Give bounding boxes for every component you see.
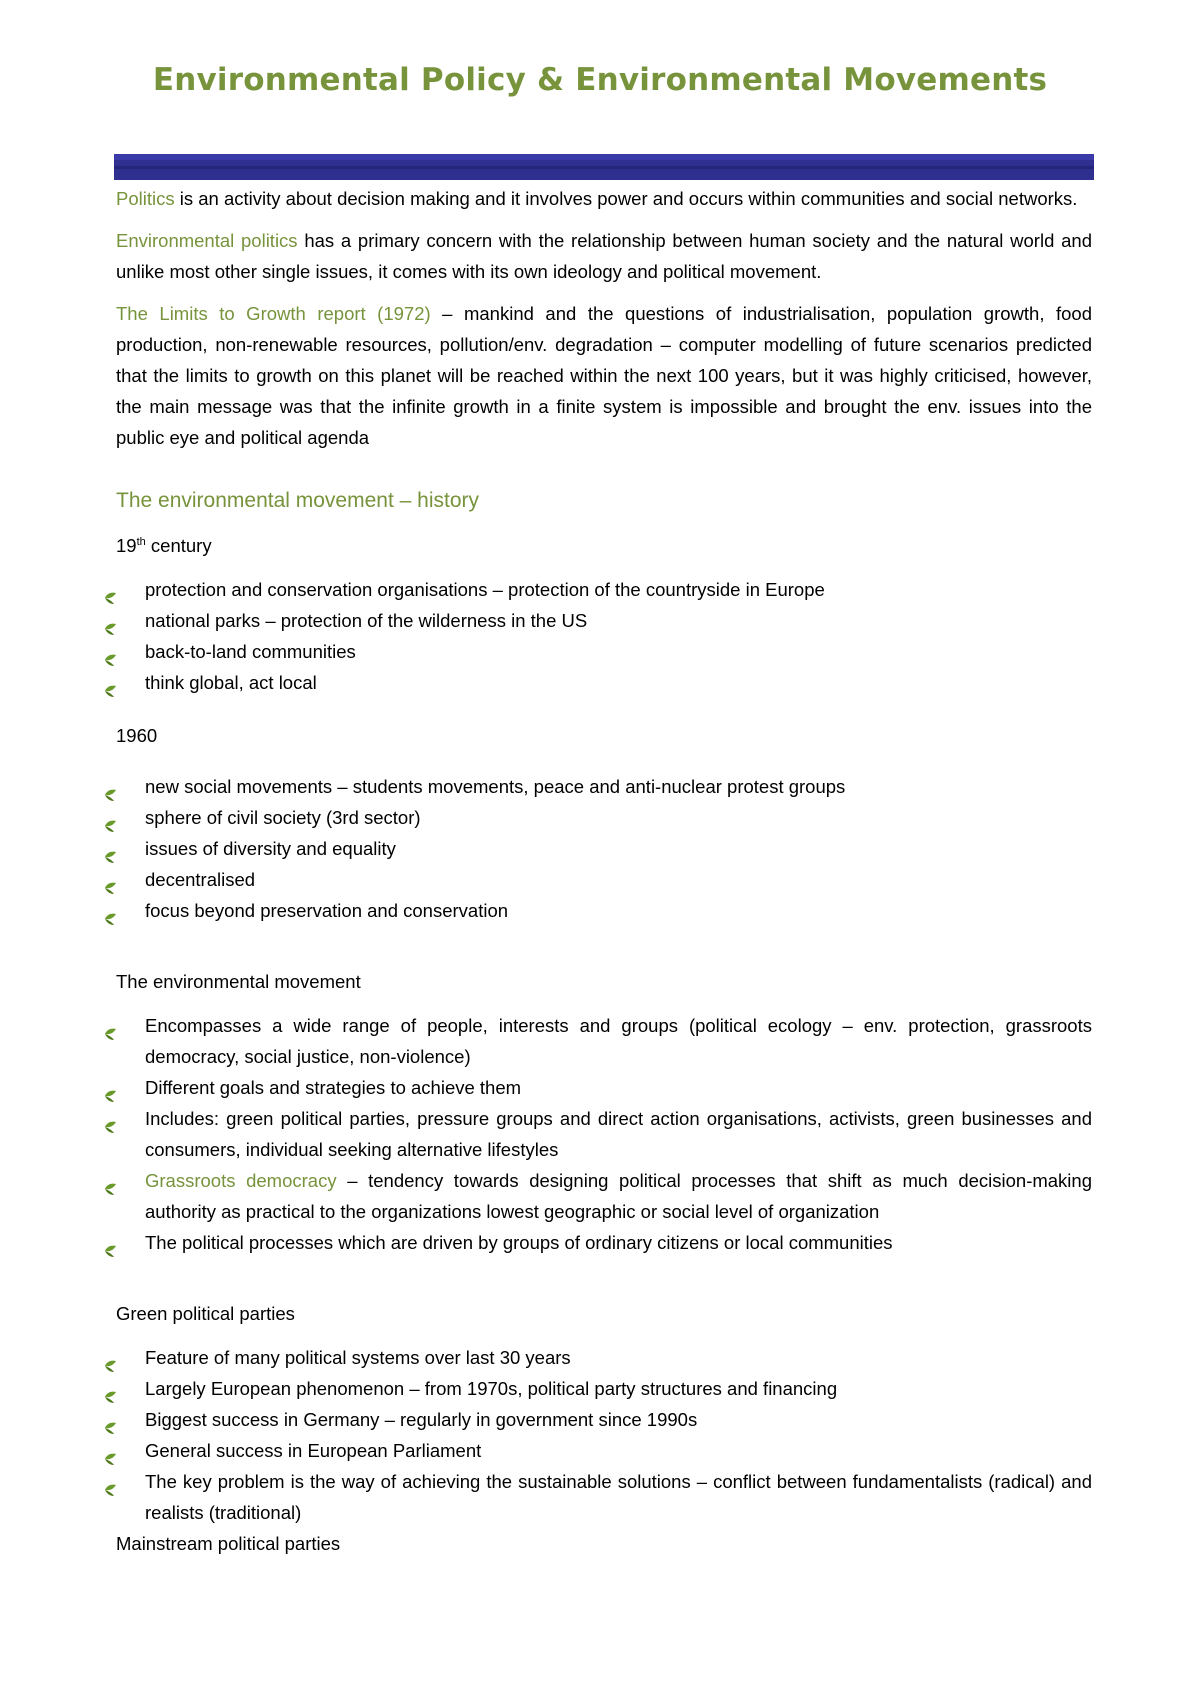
- list-item-text: Encompasses a wide range of people, interests and groups (political ecology – env. protection, grassroots democracy, social justice, non-violence): [145, 1015, 1092, 1067]
- intro-term: Environmental politics: [116, 230, 298, 251]
- intro-text: is an activity about decision making and it involves power and occurs within communities and social networks.: [174, 188, 1078, 209]
- leaf-bullet-icon: [104, 1444, 118, 1458]
- list-item-text: The key problem is the way of achieving the sustainable solutions – conflict between fundamentalists (radical) and realists (traditional): [145, 1471, 1092, 1523]
- leaf-bullet-icon: [104, 1351, 118, 1365]
- list-item-text: think global, act local: [145, 672, 317, 693]
- list-item: [116, 895, 1092, 926]
- leaf-bullet-icon: [104, 873, 118, 887]
- leaf-bullet-icon: [104, 1382, 118, 1396]
- list-item-text: protection and conservation organisations – protection of the countryside in Europe: [145, 579, 825, 600]
- list-item: [116, 1404, 1092, 1435]
- list-item: [116, 1342, 1092, 1373]
- list-item-text: focus beyond preservation and conservation: [145, 900, 509, 921]
- intro-paragraph: [116, 183, 1092, 214]
- list-item-text: Different goals and strategies to achieve them: [145, 1077, 522, 1098]
- leaf-bullet-icon: [104, 1236, 118, 1250]
- list-item: [116, 802, 1092, 833]
- section-heading: Green political parties: [116, 1303, 295, 1324]
- intro-paragraph: [116, 298, 1092, 453]
- list-item: [116, 1466, 1092, 1528]
- leaf-bullet-icon: [104, 904, 118, 918]
- leaf-bullet-icon: [104, 614, 118, 628]
- leaf-bullet-icon: [104, 1475, 118, 1489]
- list-item: [116, 1103, 1092, 1165]
- century-word: century: [145, 535, 212, 556]
- list-item-text: Feature of many political systems over last 30 years: [145, 1347, 571, 1368]
- leaf-bullet-icon: [104, 1413, 118, 1427]
- list-item: [116, 574, 1092, 605]
- leaf-bullet-icon: [104, 1019, 118, 1033]
- list-item-text: decentralised: [145, 869, 256, 890]
- intro-text: – mankind and the questions of industrialisation, population growth, food production, non-renewable resources, pollution/env. degradation – computer modelling of future scenarios predicted that the limits to growth on this planet will be reached within the next 100 years, but it was highly criticised, however, the main message was that the infinite growth in a finite system is impossible and brought the env. issues into the public eye and political agenda: [116, 303, 1092, 448]
- list-item: [116, 833, 1092, 864]
- list-item-term: Grassroots democracy: [145, 1170, 337, 1191]
- document-body: [116, 180, 1092, 1559]
- intro-term: The Limits to Growth report (1972): [116, 303, 431, 324]
- leaf-bullet-icon: [104, 1174, 118, 1188]
- century-number: 19: [116, 535, 137, 556]
- list-item-text: Includes: green political parties, pressure groups and direct action organisations, activists, green businesses and consumers, individual seeking alternative lifestyles: [145, 1108, 1092, 1160]
- list-item-text: Biggest success in Germany – regularly in government since 1990s: [145, 1409, 698, 1430]
- list-item: [116, 1010, 1092, 1072]
- period-heading: 1960: [116, 725, 158, 746]
- century-list: [116, 574, 1092, 698]
- list-item: [116, 1165, 1092, 1227]
- list-item-text: back-to-land communities: [145, 641, 356, 662]
- leaf-bullet-icon: [104, 676, 118, 690]
- intro-text: has a primary concern with the relationship between human society and the natural world and unlike most other single issues, it comes with its own ideology and political movement.: [116, 230, 1092, 282]
- list-item: [116, 667, 1092, 698]
- list-item: [116, 1373, 1092, 1404]
- list-item-text: Largely European phenomenon – from 1970s, political party structures and financing: [145, 1378, 838, 1399]
- movement-list: [116, 1010, 1092, 1258]
- list-item: [116, 1072, 1092, 1103]
- leaf-bullet-icon: [104, 1081, 118, 1095]
- list-item-text: General success in European Parliament: [145, 1440, 482, 1461]
- intro-paragraph: [116, 225, 1092, 287]
- leaf-bullet-icon: [104, 811, 118, 825]
- list-item-text: The political processes which are driven by groups of ordinary citizens or local communities: [145, 1232, 893, 1253]
- list-item-text: – tendency towards designing political processes that shift as much decision-making authority as practical to the organizations lowest geographic or social level of organization: [145, 1170, 1092, 1222]
- leaf-bullet-icon: [104, 583, 118, 597]
- leaf-bullet-icon: [104, 780, 118, 794]
- section-heading: The environmental movement – history: [116, 489, 479, 512]
- period-heading: [116, 530, 1092, 561]
- intro-term: Politics: [116, 188, 175, 209]
- list-item: [116, 864, 1092, 895]
- list-item-text: sphere of civil society (3rd sector): [145, 807, 421, 828]
- leaf-bullet-icon: [104, 1112, 118, 1126]
- title-divider-bar: [114, 154, 1094, 180]
- section-heading: The environmental movement: [116, 971, 361, 992]
- leaf-bullet-icon: [104, 842, 118, 856]
- document-title: Environmental Policy & Environmental Movements: [152, 62, 1048, 98]
- list-item-text: issues of diversity and equality: [145, 838, 396, 859]
- list-item: [116, 605, 1092, 636]
- list-item: [116, 636, 1092, 667]
- list-item-text: new social movements – students movements, peace and anti-nuclear protest groups: [145, 776, 846, 797]
- list-item-text: national parks – protection of the wilderness in the US: [145, 610, 588, 631]
- list-1960: [116, 771, 1092, 926]
- list-item: [116, 1435, 1092, 1466]
- list-item: [116, 771, 1092, 802]
- section-heading: Mainstream political parties: [116, 1533, 341, 1554]
- leaf-bullet-icon: [104, 645, 118, 659]
- green-parties-list: [116, 1342, 1092, 1528]
- list-item: [116, 1227, 1092, 1258]
- century-suffix: th: [136, 535, 146, 548]
